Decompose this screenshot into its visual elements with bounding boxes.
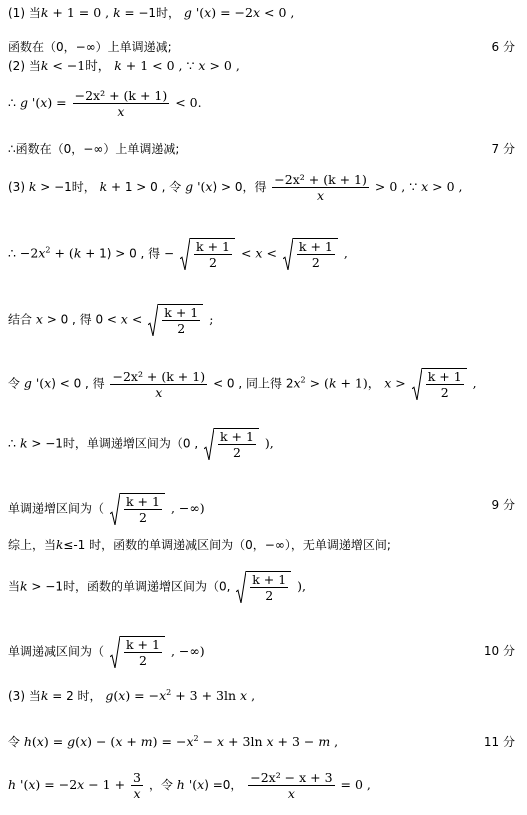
square-root: $\frac{k + 1}{2}$ [412,368,467,400]
score-9: 9 分 [491,498,515,512]
line-7: ∴ $-2x^2 + (k + 1) > 0$ , 得 − $\frac{k + 1}{2}$ < x < $\frac{k + 1}{2}$ , [8,239,348,270]
square-root: $\frac{k + 1}{2}$ [148,304,203,336]
fraction: $\frac{3}{x}$ [133,770,141,801]
square-root: $\frac{k + 1}{2}$ [110,636,165,668]
line-1: (1) 当k + 1 = 0 , k = −1时， g '(x) = −2x < 0 , [8,5,295,20]
line-13: 当k > −1时，函数的单调递增区间为（0, $\frac{k + 1}{2}$ ), [8,572,307,603]
square-root: $\frac{k + 1}{2}$ [236,571,291,603]
fraction: $\frac{\text{−2x² + (k + 1)}}{x}$ [112,368,206,400]
line-14: 单调递减区间为（ $\frac{k + 1}{2}$ , −∞) [8,637,205,668]
line-8: 结合 x > 0 , 得 0 < x < $\frac{k + 1}{2}$ ; [8,305,214,336]
line-3: (2) 当k < −1时， k + 1 < 0 , ∵ x > 0 , [8,58,240,73]
line-16: 令 $h(x) = g(x) - (x + m) = -x^2 - x + 3\ln$ x + 3 − m , [8,733,339,749]
line-4: ∴ g '(x) = $\frac{\text{−2x² + (k + 1)}}{x}$ < 0. [8,88,202,119]
line-6: (3) k > −1时， k + 1 > 0 , 令 g '(x) > 0，得 $\frac{\text{−2x² + (k + 1)}}{x}$ > 0 , ∵ x > 0 , [8,172,463,203]
fraction: $\frac{\text{−2x² + (k + 1)}}{x}$ [274,172,367,203]
fraction: $\frac{\text{−2x² + (k + 1)}}{x}$ [74,88,168,119]
line-9: 令 g '(x) < 0 , 得 $\frac{\text{−2x² + (k + 1)}}{x}$ < 0 , 同上得 $2x^2 > (k + 1)$， x > $\frac{k + 1}{2}$ , [8,368,477,400]
fraction: $\frac{\text{−2x² − x + 3}}{x}$ [250,770,333,801]
square-root: $\frac{k + 1}{2}$ [180,238,235,270]
line-5: ∴函数在（0，−∞）上单调递减; [8,142,180,156]
line-10: ∴ k > −1时，单调递增区间为（0 , $\frac{k + 1}{2}$ ), [8,429,274,460]
square-root: $\frac{k + 1}{2}$ [110,493,165,525]
line-17: h '(x) = −2x − 1 + $\frac{3}{x}$ ，令 h '(x) =0， $\frac{\text{−2x² − x + 3}}{x}$ = 0 , [8,770,371,801]
score-10: 10 分 [483,644,515,658]
score-11: 11 分 [483,735,515,749]
line-2: 函数在（0，−∞）上单调递减; [8,40,172,54]
square-root: $\frac{k + 1}{2}$ [204,428,259,460]
score-6: 6 分 [491,40,515,54]
score-7: 7 分 [491,142,515,156]
line-15: (3) 当k = 2 时， $g(x) = -x^2 + 3 + 3\ln$ x , [8,687,256,703]
square-root: $\frac{k + 1}{2}$ [283,238,338,270]
line-11: 单调递增区间为（ $\frac{k + 1}{2}$ , −∞) [8,494,205,525]
line-12: 综上，当k≤-1 时，函数的单调递减区间为（0，−∞），无单调递增区间; [8,538,391,552]
